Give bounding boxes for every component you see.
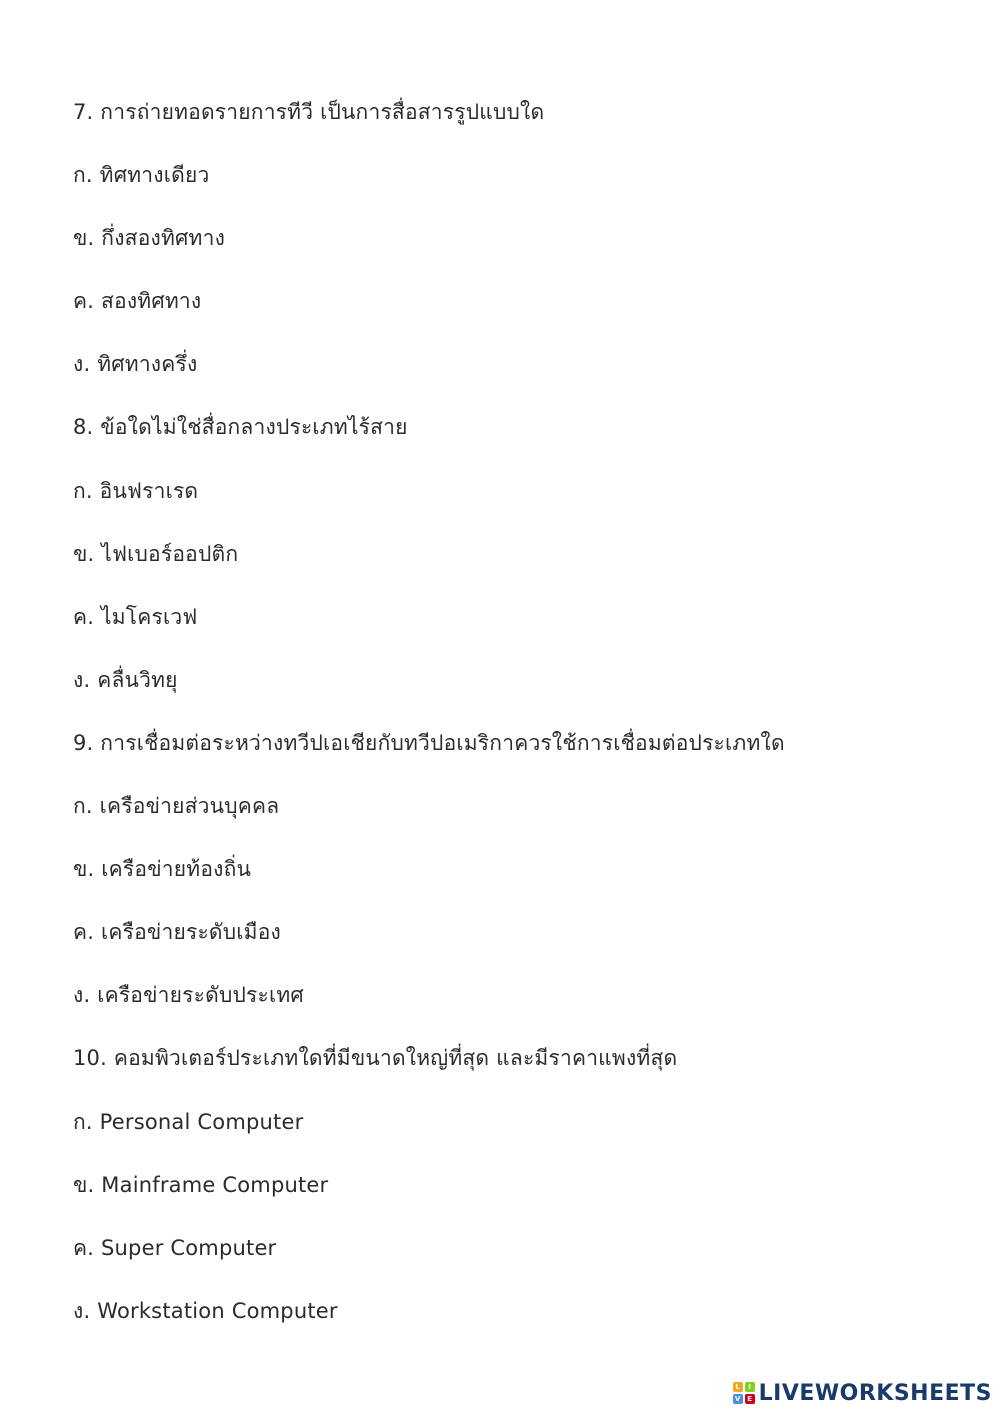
logo-block-v: V: [733, 1394, 743, 1404]
option-a: ก. เครือข่ายส่วนบุคคล: [73, 794, 280, 819]
option-b: ข. เครือข่ายท้องถิ่น: [73, 857, 252, 882]
option-b: ข. Mainframe Computer: [73, 1172, 329, 1197]
question-text: 8. ข้อใดไม่ใช่สื่อกลางประเภทไร้สาย: [73, 415, 408, 440]
liveworksheets-brand: [733, 1380, 992, 1406]
option-b: ข. ไฟเบอร์ออปติก: [73, 541, 239, 566]
question-7: [73, 92, 953, 407]
brand-wordmark: LIVEWORKSHEETS: [758, 1380, 992, 1406]
option-a: ก. อินฟราเรด: [73, 478, 199, 503]
option-c: ค. ไมโครเวฟ: [73, 604, 198, 629]
option-c: ค. เครือข่ายระดับเมือง: [73, 920, 281, 945]
question-text: 9. การเชื่อมต่อระหว่างทวีปเอเชียกับทวีปอเมริกาควรใช้การเชื่อมต่อประเภทใด: [73, 730, 785, 755]
option-d: ง. ทิศทางครึ่ง: [73, 352, 198, 377]
logo-block-l: L: [733, 1382, 743, 1392]
question-8: [73, 407, 953, 722]
option-a: ก. ทิศทางเดียว: [73, 163, 210, 188]
option-d: ง. เครือข่ายระดับประเทศ: [73, 983, 304, 1008]
option-c: ค. Super Computer: [73, 1235, 277, 1260]
worksheet-body: [73, 92, 953, 1354]
option-d: ง. Workstation Computer: [73, 1298, 338, 1323]
logo-block-e: E: [745, 1394, 755, 1404]
option-a: ก. Personal Computer: [73, 1109, 304, 1134]
option-d: ง. คลื่นวิทยุ: [73, 667, 178, 692]
option-c: ค. สองทิศทาง: [73, 289, 202, 314]
question-text: 10. คอมพิวเตอร์ประเภทใดที่มีขนาดใหญ่ที่สุด และมีราคาแพงที่สุด: [73, 1046, 678, 1071]
question-9: [73, 723, 953, 1038]
option-b: ข. กึ่งสองทิศทาง: [73, 226, 226, 251]
question-text: 7. การถ่ายทอดรายการทีวี เป็นการสื่อสารรูปแบบใด: [73, 100, 545, 124]
logo-block-i: I: [745, 1382, 755, 1392]
liveworksheets-logo-icon: [733, 1382, 755, 1404]
question-10: [73, 1038, 953, 1353]
